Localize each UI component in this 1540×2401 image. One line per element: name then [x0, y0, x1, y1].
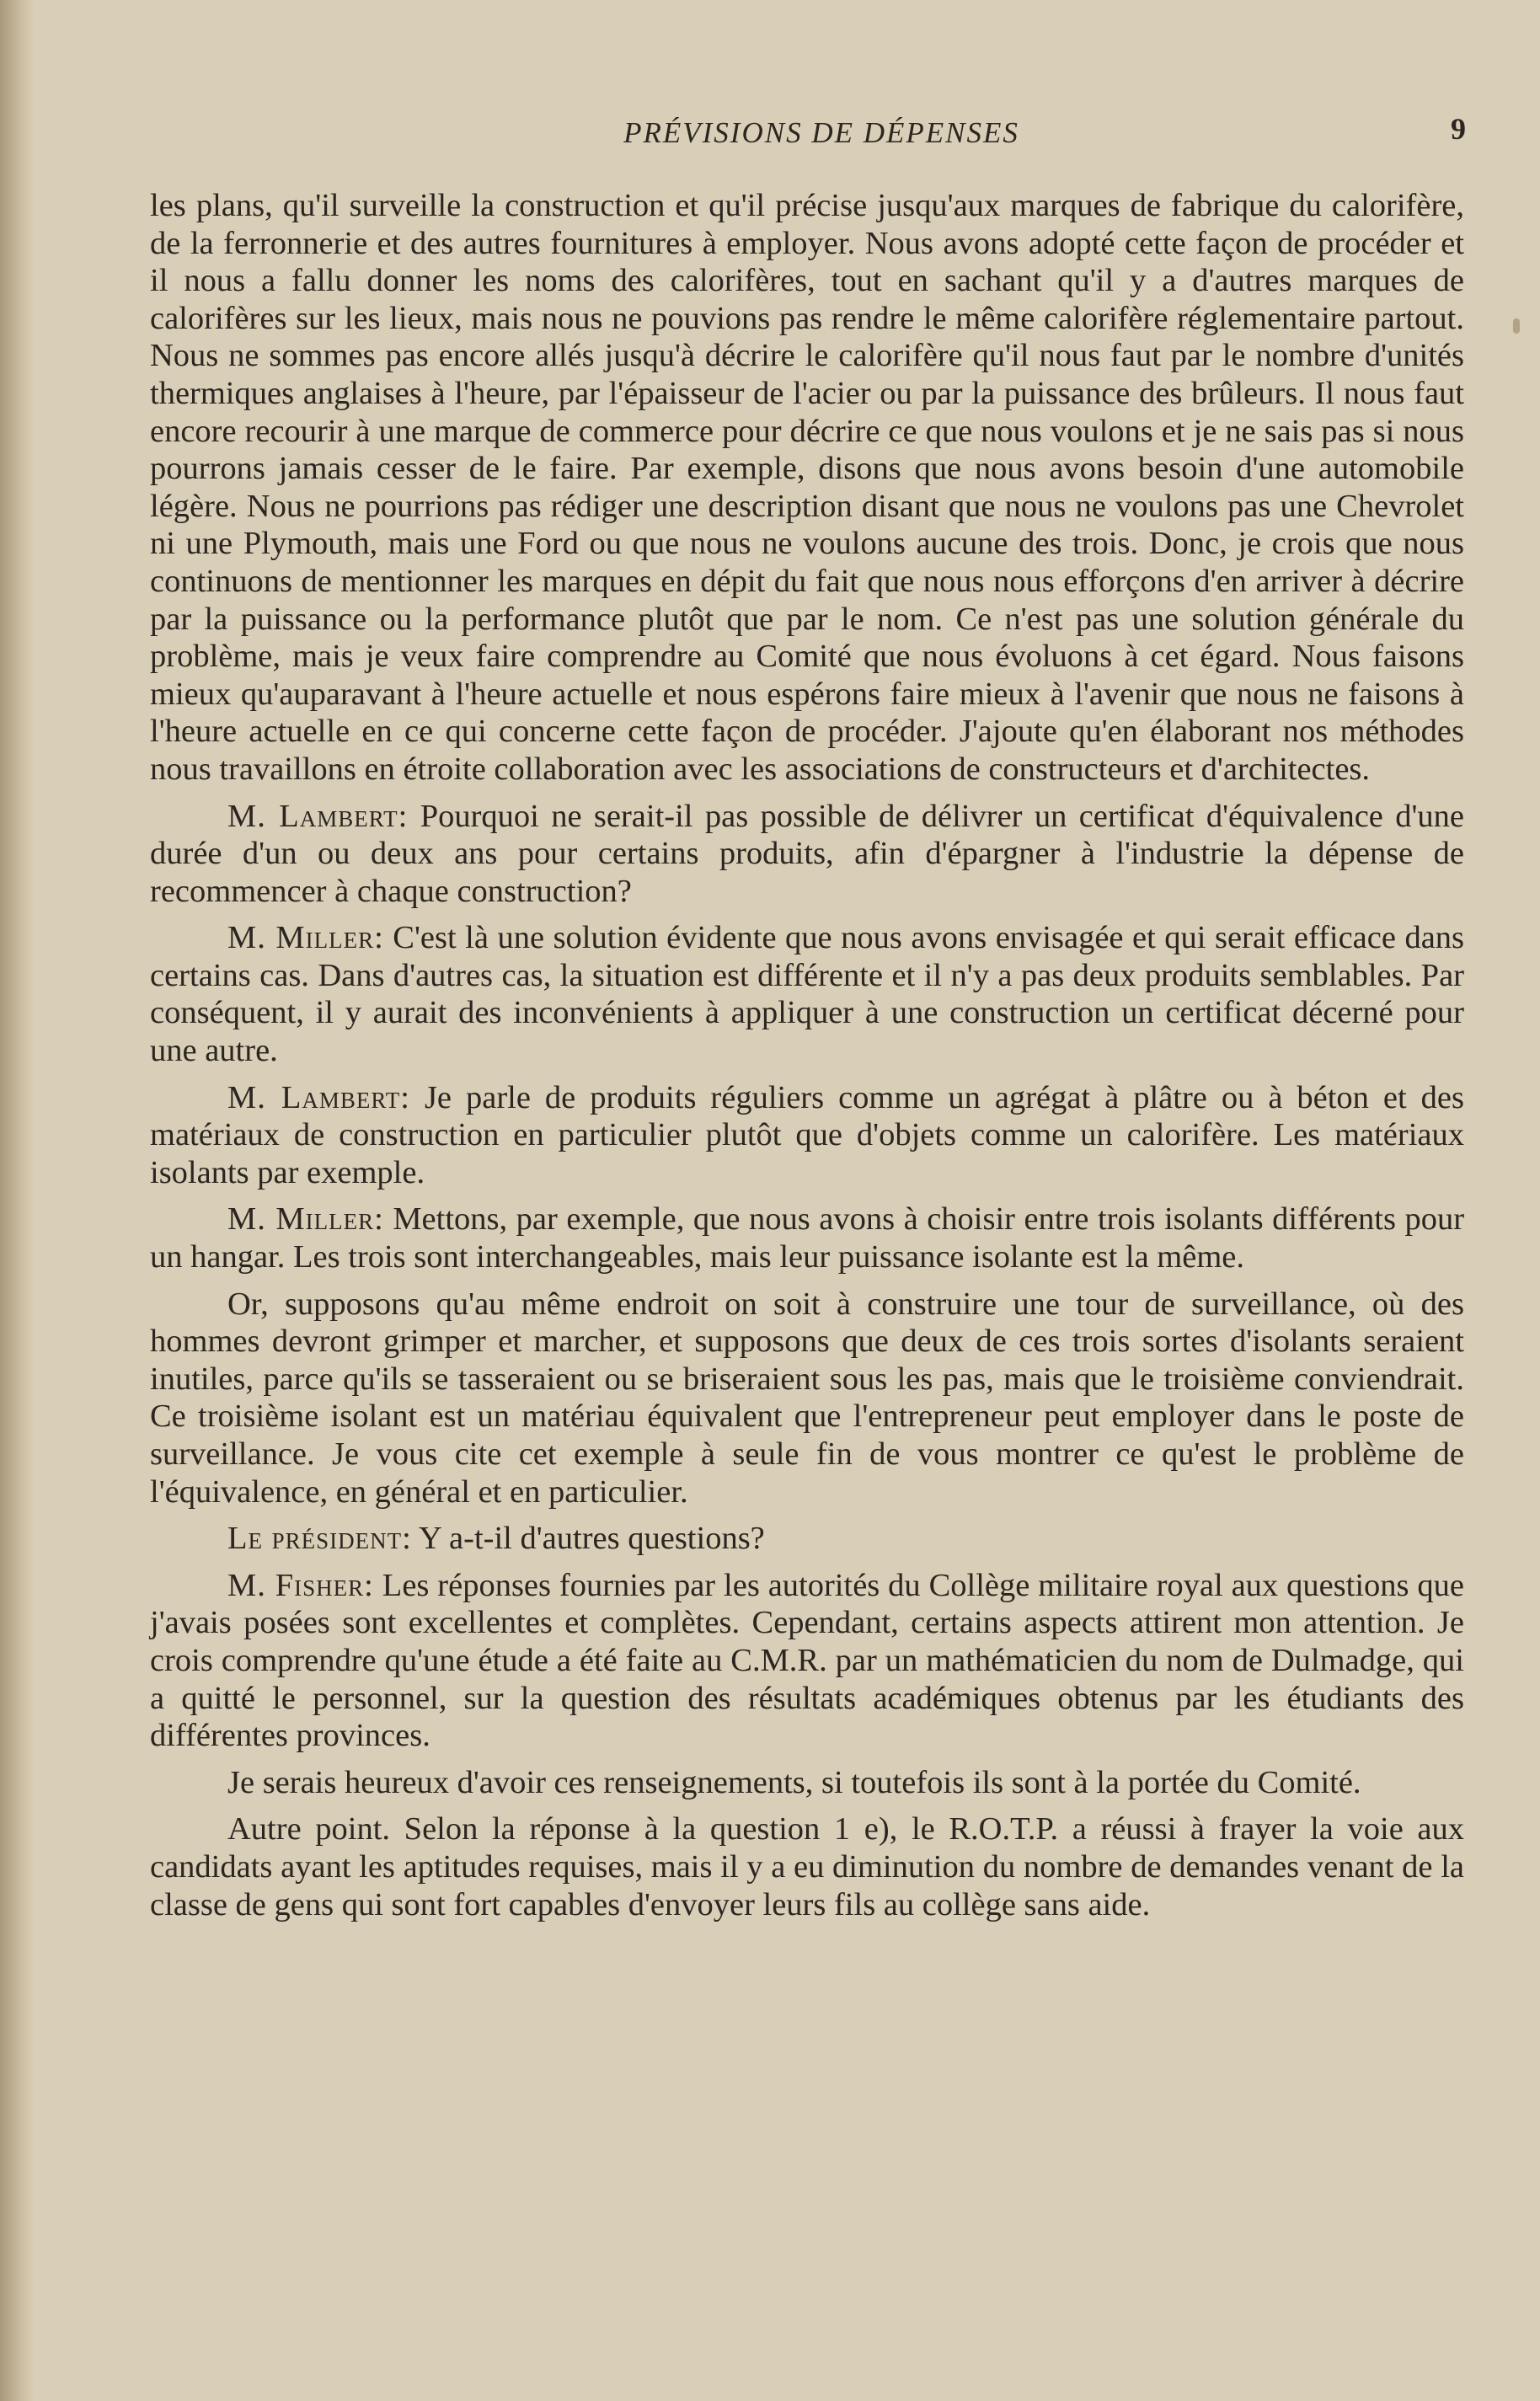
speaker-name: M. Fisher:	[227, 1567, 374, 1603]
page-title: PRÉVISIONS DE DÉPENSES	[623, 116, 1019, 149]
paragraph-text: Pourquoi ne serait-il pas possible de délivrer un certificat d'équivalence d'une durée d'un ou deux ans pour certains produits, afin d'épargner à l'industrie la dépense de recommencer à chaque construction?	[150, 798, 1465, 909]
paragraph-text: Autre point. Selon la réponse à la question 1 e), le R.O.T.P. a réussi à frayer la voie aux candidats ayant les aptitudes requises, mais il y a eu diminution du nombre de demandes venant de la classe de gens qui sont fort capables d'envoyer leurs fils au collège sans aide.	[150, 1811, 1464, 1922]
paragraph	[150, 1764, 1464, 1802]
running-header	[152, 112, 1491, 158]
paragraph	[150, 798, 1464, 911]
speaker-name: M. Lambert:	[227, 1079, 410, 1115]
paragraph-text: les plans, qu'il surveille la construction et qu'il précise jusqu'aux marques de fabrique du calorifère, de la ferronnerie et des autres fournitures à employer. Nous avons adopté cette façon de procéder et il nous a fallu donner les noms des calorifères, tout en sachant qu'il y a d'autres marques de calorifères sur les lieux, mais nous ne pouvions pas rendre le même calorifère réglementaire partout. Nous ne sommes pas encore allés jusqu'à décrire le calorifère qu'il nous faut par le nombre d'unités thermiques anglaises à l'heure, par l'épaisseur de l'acier ou par la puissance des brûleurs. Il nous faut encore recourir à une marque de commerce pour décrire ce que nous voulons et je ne sais pas si nous pourrons jamais cesser de le faire. Par exemple, disons que nous avons besoin d'une automobile légère. Nous ne pourrions pas rédiger une description disant que nous ne voulons pas une Chevrolet ni une Plymouth, mais une Ford ou que nous ne voulons aucune des trois. Donc, je crois que nous continuons de mentionner les marques en dépit du fait que nous nous efforçons d'en arriver à décrire par la puissance ou la performance plutôt que par le nom. Ce n'est pas une solution générale du problème, mais je veux faire comprendre au Comité que nous évoluons à cet égard. Nous faisons mieux qu'auparavant à l'heure actuelle et nous espérons faire mieux à l'avenir que nous ne faisons à l'heure actuelle en ce qui concerne cette façon de procéder. J'ajoute qu'en élaborant nos méthodes nous travaillons en étroite collaboration avec les associations de constructeurs et d'architectes.	[150, 188, 1464, 787]
paragraph	[150, 1286, 1464, 1511]
page-number: 9	[1451, 112, 1466, 146]
paragraph	[150, 1200, 1464, 1275]
paragraph-text: Je serais heureux d'avoir ces renseignements, si toutefois ils sont à la portée du Comité.	[227, 1764, 1361, 1800]
document-page	[34, 0, 1540, 2401]
paragraph	[150, 1567, 1464, 1755]
paragraph	[150, 1079, 1464, 1192]
body-text	[150, 187, 1464, 1933]
paragraph-text: Je parle de produits réguliers comme un agrégat à plâtre ou à béton et des matériaux de construction en particulier plutôt que d'objets comme un calorifère. Les matériaux isolants par exemple.	[150, 1079, 1464, 1190]
paragraph-text: Or, supposons qu'au même endroit on soit à construire une tour de surveillance, où des hommes devront grimper et marcher, et supposons que deux de ces trois sortes d'isolants seraient inutiles, parce qu'ils se tasseraient ou se briseraient sous les pas, mais que le troisième conviendrait. Ce troisième isolant est un matériau équivalent que l'entrepreneur peut employer dans le poste de surveillance. Je vous cite cet exemple à seule fin de vous montrer ce qu'est le problème de l'équivalence, en général et en particulier.	[150, 1286, 1464, 1510]
paragraph-text: Mettons, par exemple, que nous avons à choisir entre trois isolants différents pour un hangar. Les trois sont interchangeables, mais leur puissance isolante est la même.	[150, 1201, 1465, 1275]
paragraph-text: Y a-t-il d'autres questions?	[419, 1521, 765, 1557]
speaker-name: M. Lambert:	[227, 798, 409, 834]
paragraph-text: C'est là une solution évidente que nous avons envisagée et qui serait efficace dans certains cas. Dans d'autres cas, la situation est différente et il n'y a pas deux produits semblables. Par conséquent, il y aurait des inconvénients à appliquer à une construction un certificat décerné pour une autre.	[150, 920, 1465, 1069]
speaker-name: Le président:	[227, 1521, 412, 1557]
paragraph	[150, 1810, 1464, 1923]
paragraph-text: Les réponses fournies par les autorités du Collège militaire royal aux questions que j'avais posées sont excellentes et complètes. Cependant, certains aspects attirent mon attention. Je crois comprendre qu'une étude a été faite au C.M.R. par un mathématicien du nom de Dulmadge, qui a quitté le personnel, sur la question des résultats académiques obtenus par les étudiants des différentes provinces.	[150, 1567, 1465, 1754]
speaker-name: M. Miller:	[227, 1201, 384, 1238]
speaker-name: M. Miller:	[227, 920, 384, 956]
paragraph	[150, 187, 1464, 789]
paragraph	[150, 919, 1464, 1069]
paragraph	[150, 1520, 1464, 1558]
page-binding-shadow	[0, 0, 34, 2401]
paper-stain	[1513, 318, 1520, 334]
